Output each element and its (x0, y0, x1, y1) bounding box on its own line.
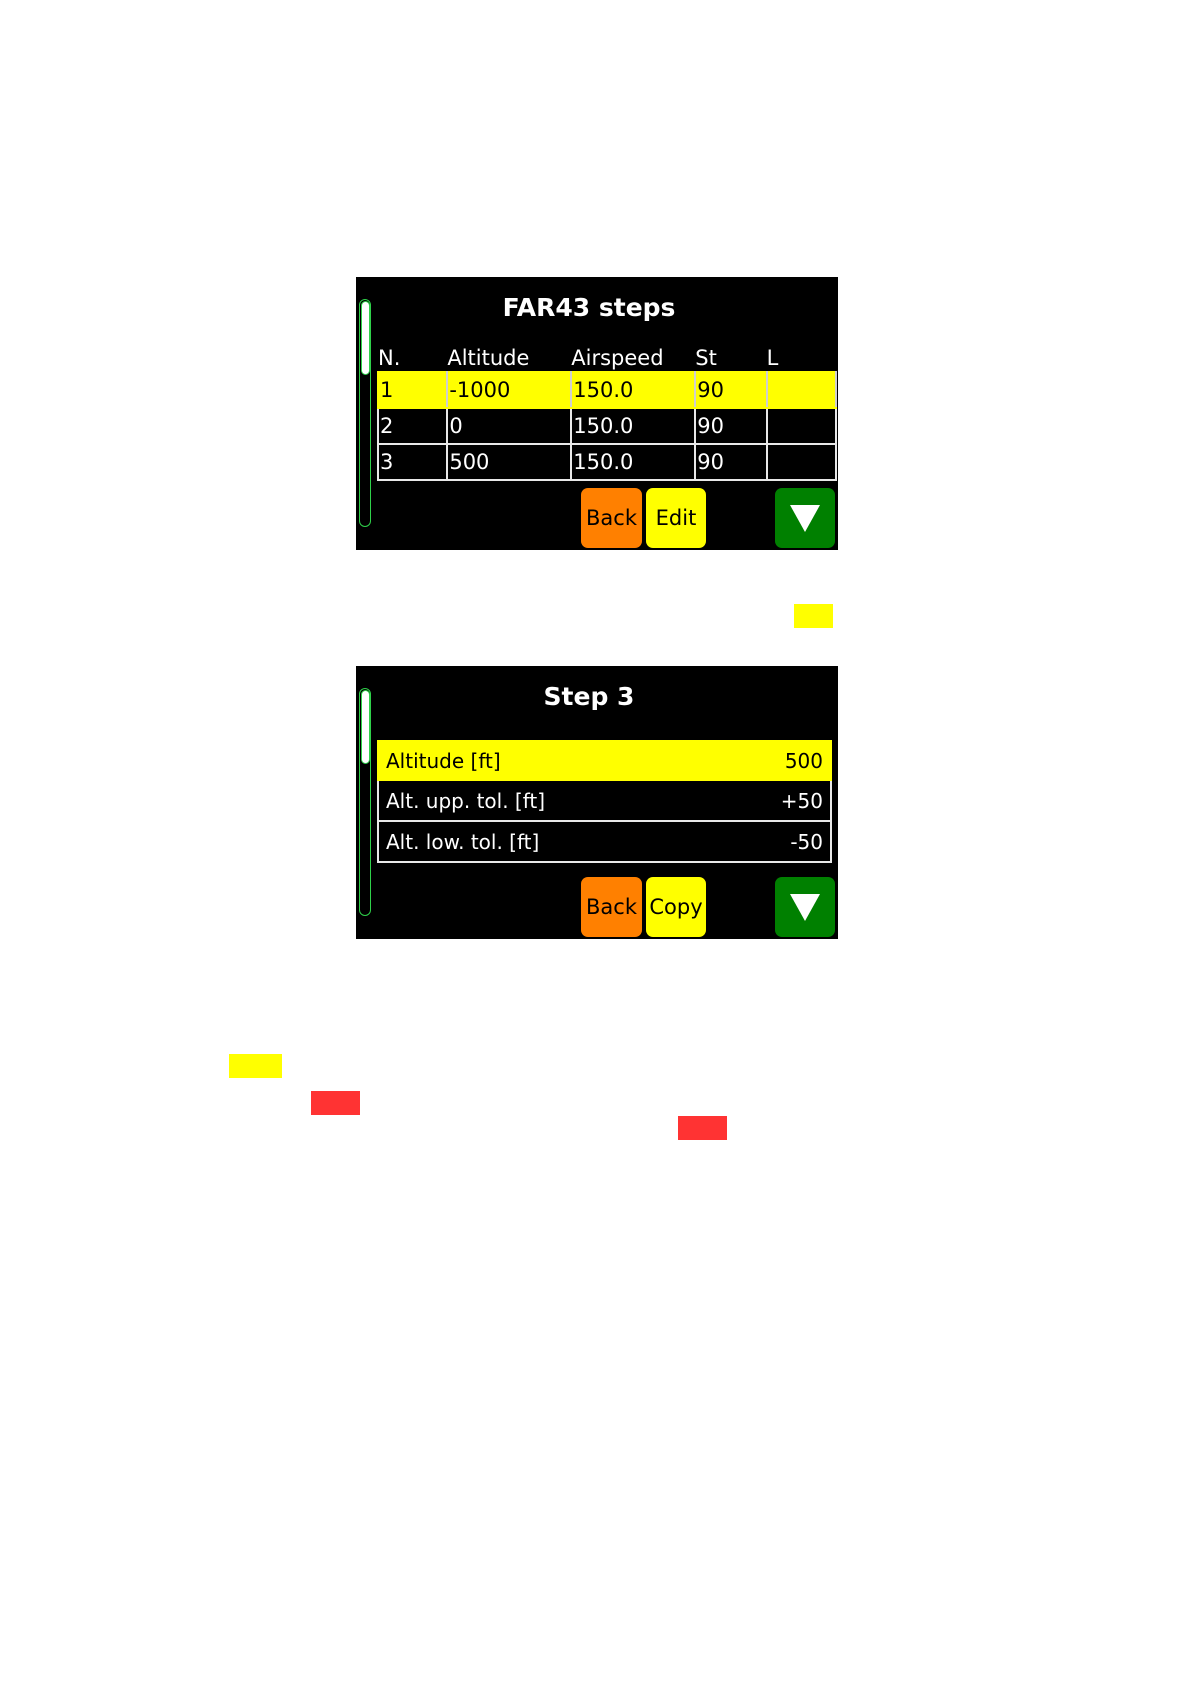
copy-button[interactable]: Copy (646, 877, 706, 937)
step-detail-screen (356, 666, 838, 939)
cell-st: 90 (695, 372, 766, 408)
param-label: Alt. low. tol. [ft] (386, 829, 540, 854)
scroll-thumb[interactable] (361, 301, 370, 375)
yellow-marker (794, 604, 833, 628)
cell-n: 2 (378, 408, 447, 444)
scrollbar[interactable] (359, 299, 371, 527)
far43-steps-screen (356, 277, 838, 550)
column-header-st: St (695, 346, 717, 370)
scrollbar[interactable] (359, 688, 371, 916)
yellow-marker (229, 1054, 282, 1078)
table-header (378, 345, 836, 372)
param-label: Alt. upp. tol. [ft] (386, 788, 546, 813)
param-label: Altitude [ft] (386, 748, 501, 773)
column-header-airspeed: Airspeed (571, 346, 664, 370)
table-row[interactable] (378, 444, 836, 480)
cell-n: 3 (378, 444, 447, 480)
screen-title: FAR43 steps (502, 293, 676, 322)
column-header-altitude: Altitude (447, 346, 530, 370)
cell-l (767, 408, 836, 444)
cell-airspeed: 150.0 (571, 408, 695, 444)
cell-l (767, 444, 836, 480)
cell-st: 90 (695, 444, 766, 480)
scroll-down-button[interactable] (775, 488, 835, 548)
param-row-altitude[interactable] (377, 740, 832, 781)
cell-altitude: -1000 (447, 372, 571, 408)
red-marker (311, 1091, 360, 1115)
red-marker (678, 1116, 727, 1140)
column-header-n: N. (378, 346, 401, 370)
cell-altitude: 0 (447, 408, 571, 444)
table-row[interactable] (378, 372, 836, 408)
steps-table (377, 345, 837, 481)
param-list (377, 740, 832, 863)
param-row-alt-lower-tolerance[interactable] (377, 822, 832, 863)
param-row-alt-upper-tolerance[interactable] (377, 781, 832, 822)
param-value: +50 (780, 788, 823, 813)
back-button[interactable]: Back (581, 488, 642, 548)
cell-airspeed: 150.0 (571, 372, 695, 408)
back-button[interactable]: Back (581, 877, 642, 937)
cell-l (767, 372, 836, 408)
cell-n: 1 (378, 372, 447, 408)
triangle-down-icon (788, 502, 822, 534)
param-value: 500 (784, 748, 823, 773)
cell-airspeed: 150.0 (571, 444, 695, 480)
param-value: -50 (790, 829, 823, 854)
table-row[interactable] (378, 408, 836, 444)
column-header-l: L (766, 346, 779, 370)
scroll-down-button[interactable] (775, 877, 835, 937)
edit-button[interactable]: Edit (646, 488, 706, 548)
cell-st: 90 (695, 408, 766, 444)
triangle-down-icon (788, 891, 822, 923)
cell-altitude: 500 (447, 444, 571, 480)
scroll-thumb[interactable] (361, 690, 370, 764)
screen-title: Step 3 (543, 682, 635, 711)
